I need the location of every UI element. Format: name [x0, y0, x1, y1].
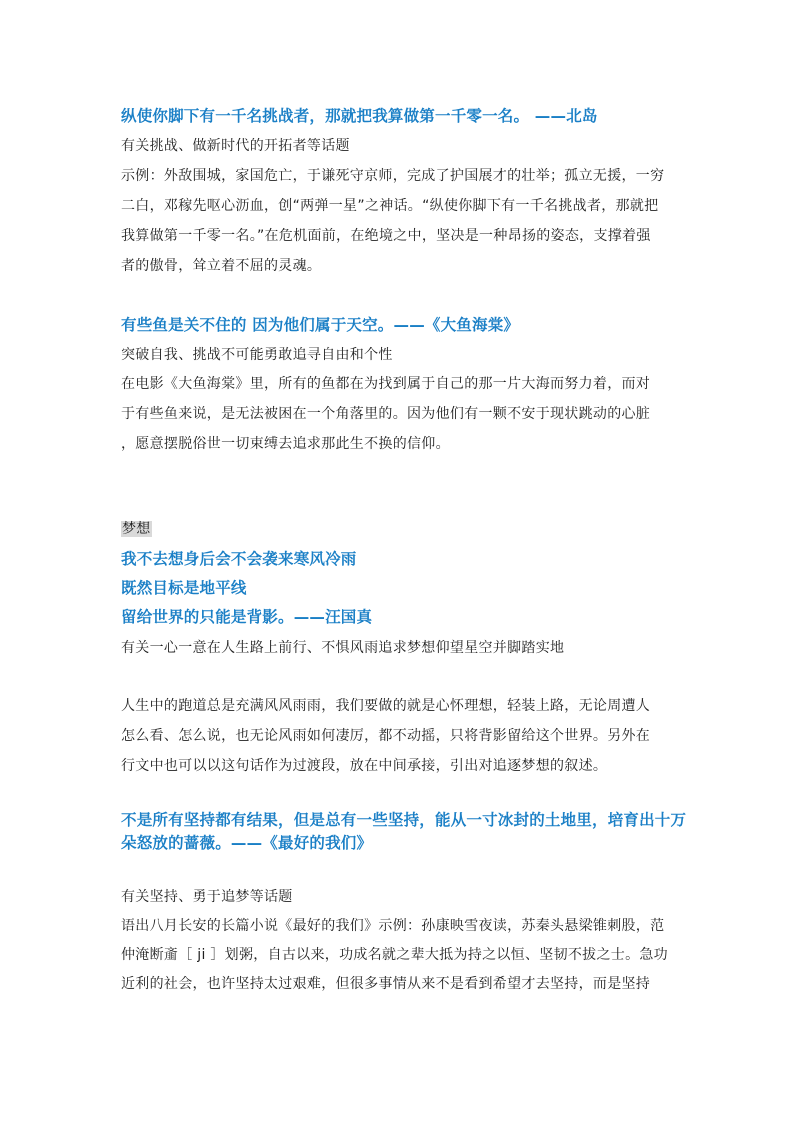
quote-heading: 留给世界的只能是背影。——汪国真 [121, 608, 373, 626]
quote-heading: 朵怒放的蔷薇。——《最好的我们》 [121, 834, 373, 852]
quote-heading: 纵使你脚下有一千名挑战者，那就把我算做第一千零一名。 ——北岛 [121, 107, 598, 125]
body-line: 在电影《大鱼海棠》里，所有的鱼都在为找到属于自己的那一片大海而努力着，而对 [121, 376, 651, 392]
body-line: 二白，邓稼先呕心沥血，创“两弹一星”之神话。“纵使你脚下有一千名挑战者，那就把 [121, 198, 659, 214]
body-line: 我算做第一千零一名。”在危机面前，在绝境之中，坚决是一种昂扬的姿态，支撑着强 [121, 228, 651, 244]
topic-line: 有关一心一意在人生路上前行、不惧风雨追求梦想仰望星空并脚踏实地 [121, 640, 565, 656]
quote-heading: 不是所有坚持都有结果，但是总有一些坚持，能从一寸冰封的土地里，培育出十万 [121, 811, 687, 829]
topic-line: 有关挑战、做新时代的开拓者等话题 [121, 138, 350, 154]
topic-line: 突破自我、挑战不可能勇敢追寻自由和个性 [121, 347, 393, 363]
body-line: 于有些鱼来说，是无法被困在一个角落里的。因为他们有一颗不安于现状跳动的心脏 [121, 406, 651, 422]
body-line: 语出八月长安的长篇小说《最好的我们》示例：孙康映雪夜读，苏秦头悬梁锥刺股，范 [121, 918, 665, 934]
body-line: 人生中的跑道总是充满风风雨雨，我们要做的就是心怀理想，轻装上路，无论周遭人 [121, 698, 651, 714]
topic-line: 有关坚持、勇于追梦等话题 [121, 889, 293, 905]
body-line: ，愿意摆脱俗世一切束缚去追求那此生不换的信仰。 [121, 436, 450, 452]
body-line: 者的傲骨，耸立着不屈的灵魂。 [121, 258, 322, 274]
quote-heading: 有些鱼是关不住的 因为他们属于天空。——《大鱼海棠》 [121, 316, 520, 334]
body-line: 近利的社会，也许坚持太过艰难，但很多事情从来不是看到希望才去坚持，而是坚持 [121, 976, 651, 992]
body-line: 怎么看、怎么说，也无论风雨如何凄厉，都不动摇，只将背影留给这个世界。另外在 [121, 728, 651, 744]
quote-heading: 我不去想身后会不会袭来寒风冷雨 [121, 550, 357, 568]
body-line: 行文中也可以以这句话作为过渡段，放在中间承接，引出对追逐梦想的叙述。 [121, 758, 608, 774]
section-tag-label: 梦想 [122, 521, 151, 537]
body-line: 示例：外敌围城，家国危亡，于谦死守京师，完成了护国展才的壮举；孤立无援，一穷 [121, 168, 665, 184]
body-line: 仲淹断齑［ ji ］划粥，自古以来，功成名就之辈大抵为持之以恒、坚韧不拔之士。急功 [121, 947, 668, 963]
section-tag [121, 518, 152, 538]
quote-heading: 既然目标是地平线 [121, 579, 247, 597]
